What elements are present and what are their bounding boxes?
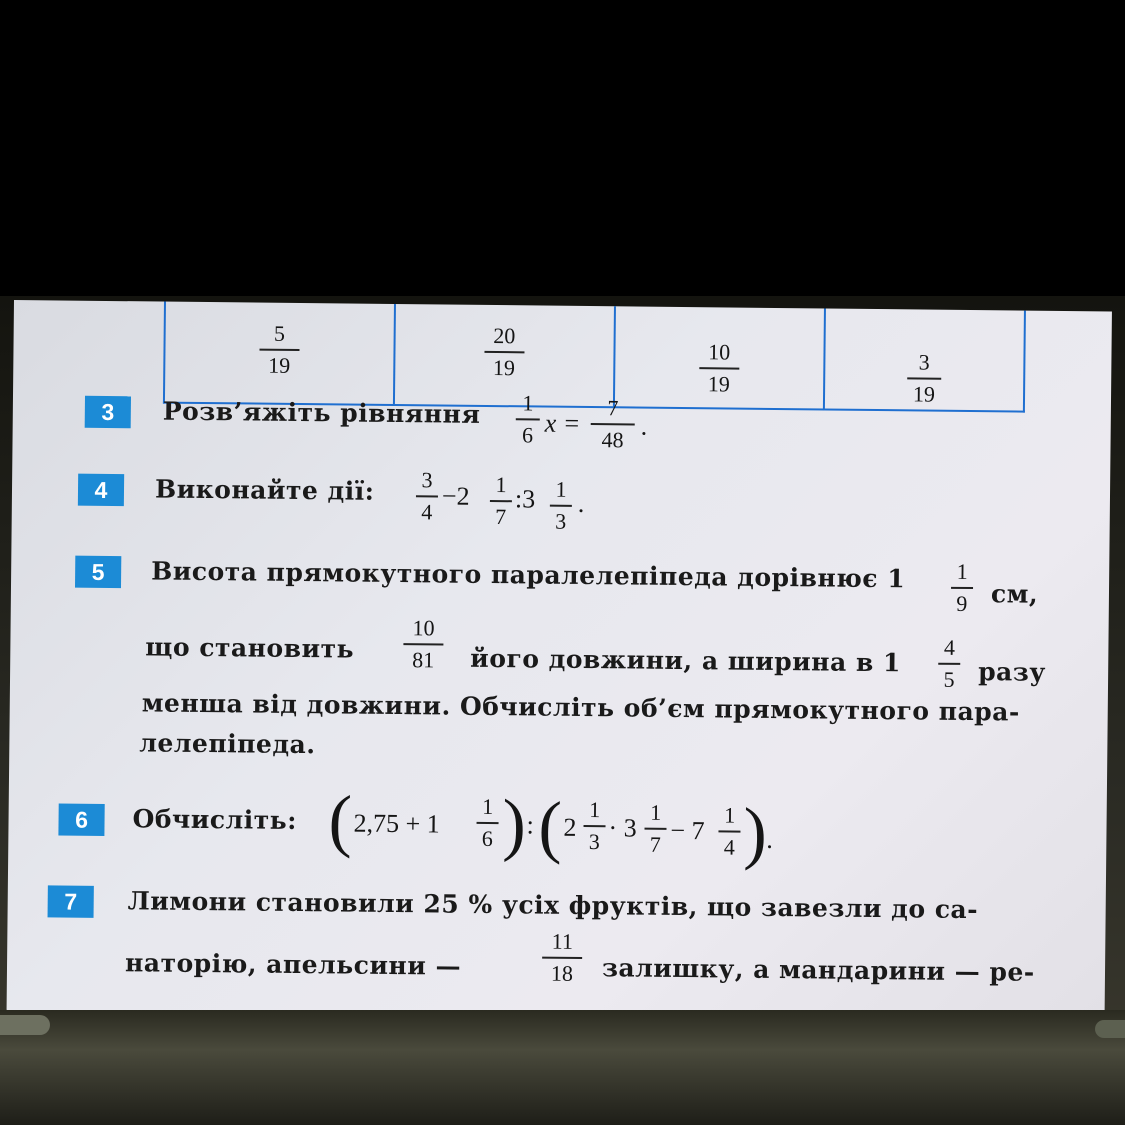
stand-corner-left	[0, 1015, 50, 1035]
task-number-badge: 6	[58, 803, 104, 835]
math-text: 2	[563, 812, 577, 842]
answer-cell-a	[164, 300, 395, 405]
unit-text: см,	[990, 579, 1039, 609]
fraction: 1 9	[951, 559, 974, 617]
fraction: 1 6	[476, 794, 499, 852]
fraction: 11 18	[542, 929, 583, 987]
frac-den: 19	[268, 352, 291, 378]
task-text-line-2a: що становить	[145, 632, 355, 664]
task-5	[11, 555, 1109, 760]
task-number-badge: 5	[75, 556, 121, 588]
textbook-page-photo	[7, 300, 1112, 1026]
fraction: 10 81	[403, 615, 444, 673]
fraction: 1 7	[644, 800, 667, 858]
answer-cell-b	[394, 300, 615, 407]
paren-close: )	[743, 794, 768, 872]
fraction: 1 3	[550, 477, 573, 535]
math-text: 2,75 + 1	[353, 808, 440, 839]
frac-den: 19	[912, 381, 936, 407]
math-text: − 7	[670, 815, 705, 846]
math-text: x =	[544, 408, 581, 438]
task-7	[8, 885, 1106, 987]
paren-open: (	[538, 788, 563, 866]
math-text: −2	[441, 481, 470, 511]
math-text: :	[526, 810, 534, 840]
fraction: 7 48	[590, 395, 635, 453]
task-6	[9, 782, 1107, 872]
task-text: Виконайте дії:	[154, 474, 375, 506]
frac-num: 20	[493, 323, 516, 349]
frac-den: 19	[492, 355, 516, 381]
math-text: .	[577, 488, 585, 518]
task-text-line-2a: наторію, апельсини —	[124, 948, 462, 981]
frac-num: 10	[708, 339, 731, 365]
fraction: 1 3	[583, 797, 606, 855]
fraction: 1 4	[718, 802, 741, 860]
task-text: Обчисліть:	[132, 804, 298, 835]
paren-close: )	[502, 786, 527, 864]
task-text-line-2c: разу	[978, 657, 1046, 687]
task-text-line-4: лелепіпеда.	[139, 728, 316, 760]
fraction: 3 4	[416, 467, 439, 525]
fraction: 1 7	[490, 472, 513, 530]
math-text: .	[640, 411, 648, 441]
task-text-line-1: Лимони становили 25 % усіх фруктів, що завезли до са-	[127, 886, 979, 925]
math-text: .	[766, 824, 774, 854]
answer-cell-d	[824, 301, 1025, 411]
tablet-bottom-bezel	[0, 1010, 1125, 1125]
task-number-badge: 7	[48, 885, 94, 917]
task-text-line-2b: залишку, а мандарини — ре-	[601, 953, 1035, 987]
task-number-badge: 3	[85, 396, 131, 428]
math-text: · 3	[608, 813, 637, 843]
task-4	[12, 467, 1110, 534]
page-content	[7, 300, 1112, 1026]
frac-num: 3	[918, 349, 930, 375]
stand-corner-right	[1095, 1020, 1125, 1038]
paren-open: (	[328, 782, 353, 860]
frac-num: 5	[273, 320, 286, 346]
task-text-line-2b: його довжини, а ширина в 1	[470, 643, 902, 678]
math-text: :3	[514, 484, 536, 514]
fraction: 4 5	[938, 635, 961, 693]
frac-den: 19	[707, 371, 730, 397]
answer-cell-c	[614, 300, 825, 409]
task-number-badge: 4	[78, 474, 124, 506]
fraction: 1 6	[515, 390, 540, 448]
task-text: Розв’яжіть рівняння	[162, 396, 481, 429]
task-text-line-1: Висота прямокутного паралелепіпеда дорівнює 1	[151, 556, 906, 594]
task-text-line-3: менша від довжини. Обчисліть об’єм прямокутного пара-	[141, 688, 1020, 727]
